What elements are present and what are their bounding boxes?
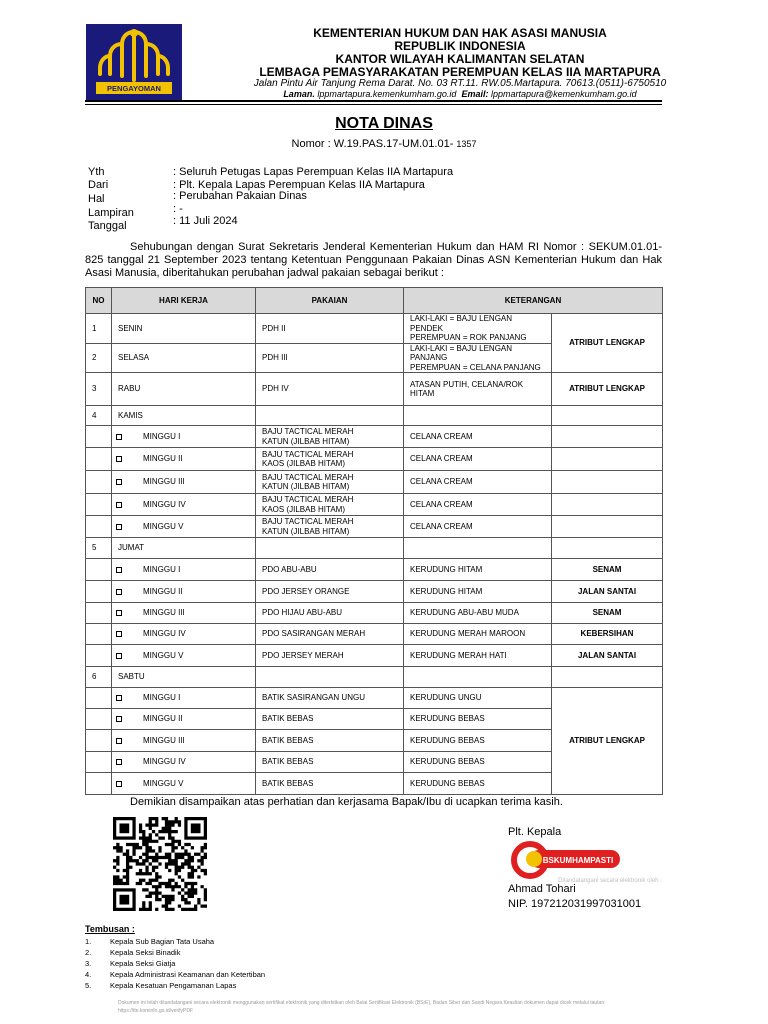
pakaian-line: BAJU TACTICAL MERAH (262, 449, 354, 459)
row-pakaian: PDH II (256, 314, 404, 344)
row-activity: KEBERSIHAN (552, 624, 663, 645)
checkbox-icon (116, 695, 122, 701)
minggu-label: MINGGU II (143, 454, 183, 464)
row-hari: SENIN (112, 314, 256, 344)
email-label: Email: (461, 89, 489, 99)
empty-cell (552, 406, 663, 426)
nomor-label: Nomor : (291, 138, 331, 150)
minggu-label: MINGGU V (143, 521, 184, 531)
empty-cell (552, 516, 663, 538)
row-keterangan: KERUDUNG BEBAS (404, 773, 552, 795)
pakaian-line: BAJU TACTICAL MERAH (262, 517, 354, 526)
row-activity: JALAN SANTAI (552, 581, 663, 603)
row-no: 4 (86, 406, 112, 426)
row-keterangan: KERUDUNG ABU-ABU MUDA (404, 603, 552, 624)
signer-nip: NIP. 197212031997031001 (508, 898, 642, 910)
row-keterangan: KERUDUNG MERAH MAROON (404, 624, 552, 645)
row-keterangan: CELANA CREAM (404, 471, 552, 494)
row-keterangan: CELANA CREAM (404, 494, 552, 516)
table-row (86, 688, 663, 709)
row-minggu (112, 773, 256, 795)
table-row (86, 624, 663, 645)
empty-cell (86, 471, 112, 494)
pakaian-line: BAJU TACTICAL MERAH (262, 427, 354, 436)
empty-cell (86, 516, 112, 538)
row-pakaian: PDO JERSEY ORANGE (256, 581, 404, 603)
row-minggu (112, 624, 256, 645)
col-header-no: NO (86, 288, 112, 314)
pakaian-line: KATUN (JILBAB HITAM) (262, 436, 350, 446)
list-item-number: 3. (85, 959, 92, 968)
list-item (85, 936, 265, 947)
document-number (0, 138, 768, 150)
checkbox-icon (116, 653, 122, 659)
minggu-label: MINGGU IV (143, 499, 186, 509)
signature-title: Plt. Kepala (508, 826, 562, 838)
row-minggu (112, 581, 256, 603)
list-item-text: Kepala Seksi Giatja (110, 959, 176, 968)
table-row (86, 494, 663, 516)
row-keterangan: KERUDUNG UNGU (404, 688, 552, 709)
letterhead-country: REPUBLIK INDONESIA (394, 39, 526, 53)
table-row (86, 516, 663, 538)
table-row (86, 471, 663, 494)
row-hari: RABU (112, 373, 256, 406)
col-header-pakaian: PAKAIAN (256, 288, 404, 314)
ket-line: LAKI-LAKI = BAJU LENGAN PENDEK (410, 314, 513, 333)
ket-line: PEREMPUAN = CELANA PANJANG (410, 362, 541, 372)
empty-cell (86, 426, 112, 448)
row-minggu (112, 709, 256, 730)
checkbox-icon (116, 610, 122, 616)
intro-text: Sehubungan dengan Surat Sekretaris Jenderal Kementerian Hukum dan HAM RI Nomor : SEKUM.01.01-825 tanggal 21 September 2023 tentang Ketentuan Penggunaan Pakaian Dinas ASN Kementerian Hukum dan Hak Asasi Manusia, diberitahukan perubahan jadwal pakaian sebagai berikut : (85, 241, 662, 280)
row-minggu (112, 494, 256, 516)
table-row (86, 426, 663, 448)
checkbox-icon (116, 781, 122, 787)
row-minggu (112, 730, 256, 752)
checkbox-icon (116, 567, 122, 573)
row-atribut: ATRIBUT LENGKAP (552, 688, 663, 795)
minggu-label: MINGGU II (143, 586, 183, 596)
row-activity: SENAM (552, 603, 663, 624)
ket-line: PEREMPUAN = ROK PANJANG (410, 333, 527, 342)
qr-code[interactable] (104, 817, 216, 911)
tanggal-value: : 11 Juli 2024 (173, 215, 238, 227)
badge-text: BSKUMHAMPASTI (542, 856, 614, 865)
list-item-number: 4. (85, 970, 92, 979)
row-pakaian: BATIK SASIRANGAN UNGU (256, 688, 404, 709)
yth-label: Yth (88, 166, 105, 178)
checkbox-icon (116, 502, 122, 508)
hal-value: : Perubahan Pakaian Dinas (173, 190, 307, 202)
empty-cell (552, 538, 663, 559)
row-activity: SENAM (552, 559, 663, 581)
row-activity: JALAN SANTAI (552, 645, 663, 667)
laman-link[interactable]: lppmartapura.kemenkumham.go.id (317, 89, 457, 99)
pakaian-line: BAJU TACTICAL MERAH (262, 495, 354, 504)
row-pakaian: BATIK BEBAS (256, 752, 404, 773)
row-pakaian (256, 426, 404, 448)
minggu-label: MINGGU IV (143, 629, 186, 639)
list-item (85, 958, 265, 969)
empty-cell (256, 406, 404, 426)
letterhead-contact (190, 89, 730, 99)
empty-cell (86, 709, 112, 730)
uniform-schedule-table (85, 287, 663, 795)
tanggal-label: Tanggal (88, 220, 127, 232)
row-minggu (112, 645, 256, 667)
row-pakaian: PDO ABU-ABU (256, 559, 404, 581)
list-item (85, 980, 265, 991)
empty-cell (86, 581, 112, 603)
row-no: 5 (86, 538, 112, 559)
row-no: 6 (86, 667, 112, 688)
minggu-label: MINGGU II (143, 714, 183, 724)
signer-name: Ahmad Tohari (508, 883, 576, 895)
minggu-label: MINGGU III (143, 608, 185, 618)
minggu-label: MINGGU V (143, 778, 184, 788)
table-row (86, 581, 663, 603)
row-minggu (112, 752, 256, 773)
empty-cell (552, 426, 663, 448)
empty-cell (552, 448, 663, 471)
table-row (86, 603, 663, 624)
badge-sub: Ditandatangani secara elektronik oleh : (558, 878, 662, 884)
checkbox-icon (116, 716, 122, 722)
minggu-label: MINGGU III (143, 735, 185, 745)
list-item-number: 2. (85, 948, 92, 957)
row-pakaian: BATIK BEBAS (256, 709, 404, 730)
list-item-text: Kepala Kesatuan Pengamanan Lapas (110, 981, 237, 990)
checkbox-icon (116, 479, 122, 485)
empty-cell (86, 494, 112, 516)
table-row (86, 559, 663, 581)
row-minggu (112, 603, 256, 624)
empty-cell (256, 667, 404, 688)
row-no: 3 (86, 373, 112, 406)
list-item (85, 969, 265, 980)
row-pakaian: BATIK BEBAS (256, 730, 404, 752)
row-pakaian (256, 471, 404, 494)
col-header-keterangan: KETERANGAN (404, 288, 663, 314)
row-keterangan: ATASAN PUTIH, CELANA/ROK HITAM (404, 373, 552, 406)
pengayoman-logo (86, 24, 182, 100)
e-signature-badge (508, 840, 704, 886)
row-keterangan: CELANA CREAM (404, 516, 552, 538)
letterhead-rule (85, 100, 662, 102)
row-minggu (112, 426, 256, 448)
pakaian-line: KATUN (JILBAB HITAM) (262, 482, 350, 491)
row-no: 2 (86, 343, 112, 373)
list-item-text: Kepala Seksi Binadik (110, 948, 181, 957)
row-hari: JUMAT (112, 538, 256, 559)
svg-text:PENGAYOMAN: PENGAYOMAN (107, 84, 161, 93)
table-row (86, 645, 663, 667)
esign-footnote: Dokumen ini telah ditandatangani secara elektronik menggunakan sertifikat elektronik yang diterbitkan oleh Balai Sertifikasi Elektronik (BSrE), Badan Siber dan Sandi Negara Keaslian dokumen dapat dicek melalui tautan: https://tte.kominfo.go.id/verifyPDF (118, 1000, 606, 1014)
list-item-number: 1. (85, 937, 92, 946)
row-keterangan: KERUDUNG BEBAS (404, 730, 552, 752)
row-keterangan: CELANA CREAM (404, 448, 552, 471)
closing-text: Demikian disampaikan atas perhatian dan kerjasama Bapak/Ibu di ucapkan terima kasih. (130, 796, 563, 808)
list-item-text: Kepala Sub Bagian Tata Usaha (110, 937, 215, 946)
row-pakaian (256, 516, 404, 538)
row-hari: SELASA (112, 343, 256, 373)
row-pakaian (256, 448, 404, 471)
hal-label: Hal (88, 193, 105, 205)
table-row (86, 667, 663, 688)
letterhead-rule-thin (85, 104, 662, 105)
ket-line: LAKI-LAKI = BAJU LENGAN PANJANG (410, 343, 513, 362)
empty-cell (86, 752, 112, 773)
dari-value: : Plt. Kepala Lapas Perempuan Kelas IIA Martapura (173, 179, 425, 191)
row-hari: SABTU (112, 667, 256, 688)
row-keterangan: KERUDUNG MERAH HATI (404, 645, 552, 667)
checkbox-icon (116, 434, 122, 440)
email-link[interactable]: lppmartapura@kemenkumham.go.id (490, 89, 637, 99)
nomor-seq: 1357 (456, 139, 477, 149)
minggu-label: MINGGU I (143, 564, 181, 574)
row-atribut: ATRIBUT LENGKAP (552, 373, 663, 406)
list-item-text: Kepala Administrasi Keamanan dan Ketertiban (110, 970, 266, 979)
row-keterangan (404, 343, 552, 373)
empty-cell (552, 667, 663, 688)
minggu-label: MINGGU I (143, 431, 181, 441)
empty-cell (404, 667, 552, 688)
pakaian-line: KAOS (JILBAB HITAM) (262, 504, 345, 514)
letterhead-ministry: KEMENTERIAN HUKUM DAN HAK ASASI MANUSIA (313, 26, 607, 40)
table-row (86, 538, 663, 559)
laman-label: Laman. (283, 89, 315, 99)
empty-cell (552, 471, 663, 494)
empty-cell (86, 773, 112, 795)
row-pakaian: PDH IV (256, 373, 404, 406)
pakaian-line: BAJU TACTICAL MERAH (262, 472, 354, 482)
empty-cell (404, 406, 552, 426)
col-header-hari: HARI KERJA (112, 288, 256, 314)
checkbox-icon (116, 738, 122, 744)
empty-cell (86, 688, 112, 709)
list-item (85, 947, 265, 958)
pakaian-line: KATUN (JILBAB HITAM) (262, 526, 350, 536)
checkbox-icon (116, 631, 122, 637)
minggu-label: MINGGU IV (143, 757, 186, 767)
row-pakaian: PDO JERSEY MERAH (256, 645, 404, 667)
intro-paragraph (85, 241, 662, 281)
row-keterangan: CELANA CREAM (404, 426, 552, 448)
row-minggu (112, 471, 256, 494)
list-item-number: 5. (85, 981, 92, 990)
checkbox-icon (116, 456, 122, 462)
row-keterangan: KERUDUNG HITAM (404, 581, 552, 603)
checkbox-icon (116, 759, 122, 765)
document-title: NOTA DINAS (335, 115, 433, 132)
tembusan-list (85, 936, 265, 991)
row-minggu (112, 448, 256, 471)
table-row (86, 314, 663, 344)
tembusan-label: Tembusan : (85, 924, 135, 934)
empty-cell (256, 538, 404, 559)
checkbox-icon (116, 589, 122, 595)
row-minggu (112, 559, 256, 581)
row-minggu (112, 688, 256, 709)
checkbox-icon (116, 524, 122, 530)
minggu-label: MINGGU I (143, 693, 181, 703)
row-minggu (112, 516, 256, 538)
row-pakaian: PDO SASIRANGAN MERAH (256, 624, 404, 645)
row-pakaian: PDH III (256, 343, 404, 373)
empty-cell (404, 538, 552, 559)
yth-value: : Seluruh Petugas Lapas Perempuan Kelas IIA Martapura (173, 166, 454, 178)
row-no: 1 (86, 314, 112, 344)
table-header-row (86, 288, 663, 314)
lampiran-value: : - (173, 203, 183, 215)
empty-cell (86, 645, 112, 667)
dari-label: Dari (88, 179, 109, 191)
letterhead-address: Jalan Pintu Air Tanjung Rema Darat. No. 03 RT.11. RW.05.Martapura. 70613.(0511)-6750510 (253, 78, 667, 89)
row-pakaian: BATIK BEBAS (256, 773, 404, 795)
row-keterangan (404, 314, 552, 344)
letterhead-institution: LEMBAGA PEMASYARAKATAN PEREMPUAN KELAS IIA MARTAPURA (259, 65, 661, 79)
minggu-label: MINGGU III (143, 477, 185, 487)
empty-cell (86, 448, 112, 471)
row-keterangan: KERUDUNG BEBAS (404, 752, 552, 773)
row-hari: KAMIS (112, 406, 256, 426)
lampiran-label: Lampiran (88, 207, 134, 219)
row-keterangan: KERUDUNG BEBAS (404, 709, 552, 730)
table-row (86, 448, 663, 471)
empty-cell (86, 603, 112, 624)
minggu-label: MINGGU V (143, 650, 184, 660)
table-row (86, 406, 663, 426)
row-pakaian: PDO HIJAU ABU-ABU (256, 603, 404, 624)
nomor-value: W.19.PAS.17-UM.01.01- (333, 138, 454, 150)
row-pakaian (256, 494, 404, 516)
row-keterangan: KERUDUNG HITAM (404, 559, 552, 581)
pakaian-line: KAOS (JILBAB HITAM) (262, 459, 345, 468)
row-atribut: ATRIBUT LENGKAP (552, 314, 663, 373)
empty-cell (552, 494, 663, 516)
empty-cell (86, 730, 112, 752)
table-row (86, 373, 663, 406)
empty-cell (86, 624, 112, 645)
empty-cell (86, 559, 112, 581)
letterhead-office: KANTOR WILAYAH KALIMANTAN SELATAN (335, 52, 585, 66)
